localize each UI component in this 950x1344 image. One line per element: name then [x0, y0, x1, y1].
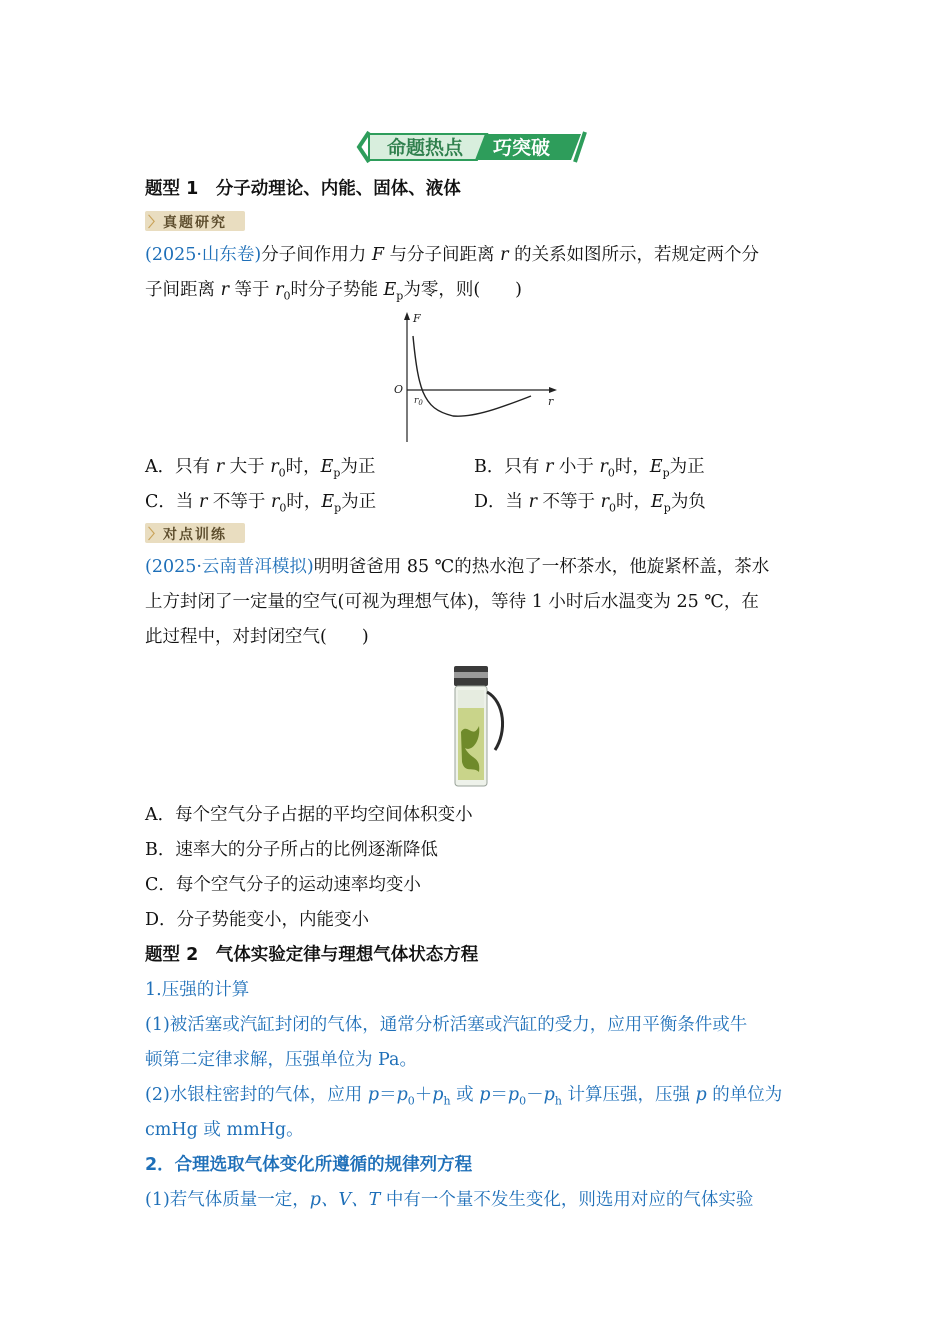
tag-label: 对点训练 [163, 527, 227, 543]
banner-left-chevron-icon [359, 132, 369, 162]
q2-option-d[interactable]: D．分子势能变小，内能变小 [145, 910, 370, 930]
x-axis-arrow-icon [549, 387, 557, 393]
bottle-cap-band [454, 672, 488, 678]
q2-line-3: 此过程中，对封闭空气( ) [145, 627, 369, 647]
subscript: 0 [283, 289, 291, 303]
q1-option-b[interactable]: B．只有 r 小于 $r_0$时，$E_p$为正 [474, 457, 705, 480]
q2-option-c[interactable]: C．每个空气分子的运动速率均变小 [145, 875, 421, 895]
q1-text: 分子间作用力 [261, 245, 372, 265]
s2-para-3-line-1: (1)若气体质量一定，p、V、T 中有一个量不发生变化，则选用对应的气体实验 [145, 1190, 754, 1210]
force-distance-graph [385, 310, 565, 445]
tea-bottle-image [445, 662, 510, 790]
q1-text: 时分子势能 [290, 280, 384, 300]
tag-label: 真题研究 [163, 215, 227, 231]
q1-text: 的关系如图所示，若规定两个分 [508, 245, 760, 265]
q1-option-a[interactable]: A．只有 r 大于 $r_0$时，$E_p$为正 [145, 457, 376, 480]
tag-chevron-icon: 〉 [148, 527, 162, 543]
s2-para-1-line-2: 顿第二定律求解，压强单位为 Pa。 [145, 1050, 417, 1070]
section-2-title: 题型 2 气体实验定律与理想气体状态方程 [145, 945, 479, 965]
s2-para-1-line-1: (1)被活塞或汽缸封闭的气体，通常分析活塞或汽缸的受力，应用平衡条件或牛 [145, 1015, 748, 1035]
force-curve [413, 336, 531, 416]
section-banner [355, 128, 595, 166]
q1-text: 与分子间距离 [383, 245, 501, 265]
q2-line-2: 上方封闭了一定量的空气(可视为理想气体)，等待 1 小时后水温变为 25 ℃，在 [145, 592, 759, 612]
var-r: r [220, 280, 229, 300]
var-Ep: E [383, 280, 397, 300]
subscript: p [396, 289, 404, 303]
q1-source: (2025·山东卷) [145, 245, 262, 265]
q2-option-a[interactable]: A．每个空气分子占据的平均空间体积变小 [145, 805, 473, 825]
q1-option-c[interactable]: C．当 r 不等于 $r_0$时，$E_p$为正 [145, 492, 377, 515]
section-1-title: 题型 1 分子动理论、内能、固体、液体 [145, 179, 461, 199]
var-r0: r [275, 280, 284, 300]
q2-option-b[interactable]: B．速率大的分子所占的比例逐渐降低 [145, 840, 438, 860]
banner-right-text: 巧突破 [493, 137, 551, 159]
q2-line-1 [145, 555, 769, 579]
q1-text: 子间距离 [145, 280, 221, 300]
q1-option-d[interactable]: D．当 r 不等于 $r_0$时，$E_p$为负 [474, 492, 706, 515]
tag-real-exam [145, 211, 245, 231]
s2-para-2-line-2: cmHg 或 mmHg。 [145, 1120, 304, 1140]
q1-line-2 [145, 278, 522, 309]
axis-label-r: r [548, 395, 554, 408]
s2-heading-2: 2．合理选取气体变化所遵循的规律列方程 [145, 1155, 473, 1175]
bottle-inner-top [458, 690, 484, 708]
var-F: F [371, 245, 384, 265]
origin-label: O [394, 383, 404, 396]
banner-left-text: 命题热点 [387, 137, 464, 159]
r0-label: $r_0$ [414, 396, 423, 407]
s2-heading-1: 1.压强的计算 [145, 980, 250, 1000]
q2-text: 明明爸爸用 85 ℃的热水泡了一杯茶水，他旋紧杯盖，茶水 [313, 557, 770, 577]
axis-label-F: F [413, 312, 421, 325]
tag-chevron-icon: 〉 [148, 215, 162, 231]
q2-source: (2025·云南普洱模拟) [145, 557, 314, 577]
var-r: r [500, 245, 509, 265]
q1-text: 等于 [228, 280, 276, 300]
tag-practice [145, 523, 245, 543]
y-axis-arrow-icon [404, 312, 410, 320]
s2-para-2-line-1: (2)水银柱密封的气体，应用 $p=p_0+p_h$ 或 $p=p_0-p_h$ 计算压强，压强 p 的单位为 [145, 1085, 783, 1108]
q1-text: 为零，则( ) [403, 280, 522, 300]
bottle-strap [487, 692, 503, 750]
q1-line-1 [145, 243, 759, 267]
